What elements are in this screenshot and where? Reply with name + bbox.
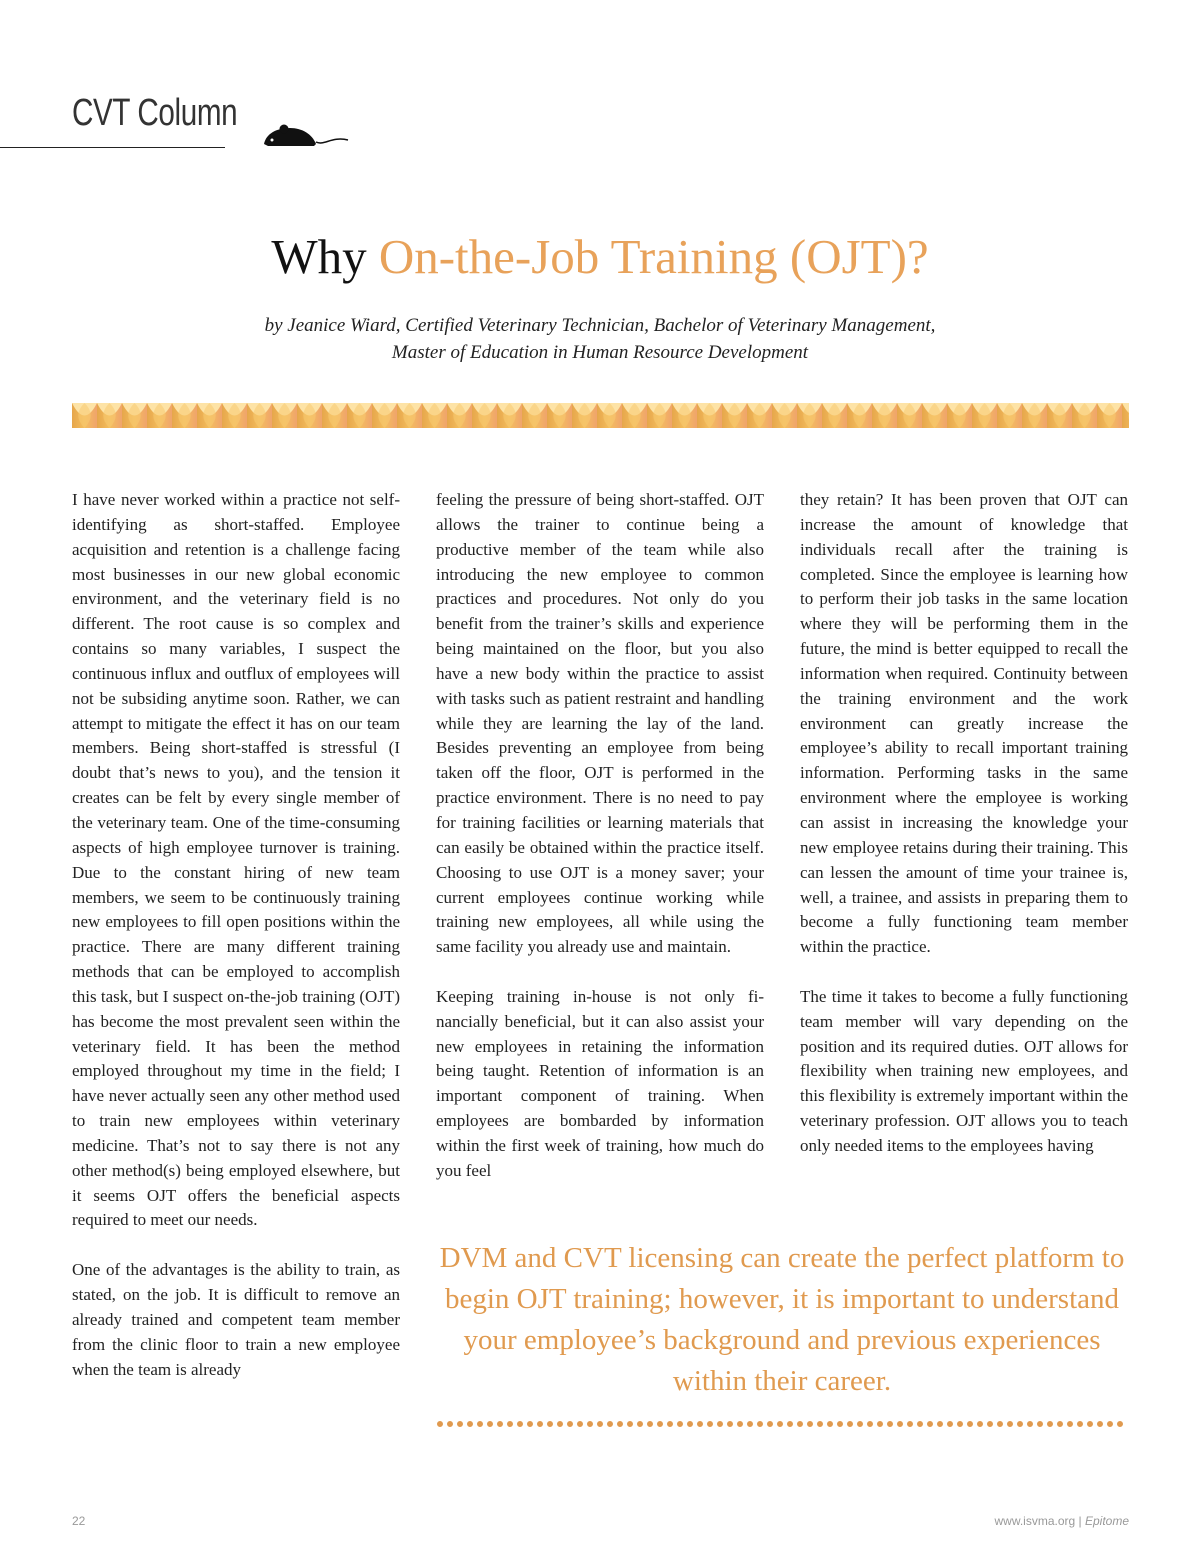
- mouse-icon: [262, 124, 352, 150]
- byline: [0, 312, 1200, 366]
- article-column-3: [800, 488, 1128, 1184]
- paragraph: The time it takes to become a fully functioning team member will vary depending on the position and its required duties. OJT allows for flexibility when training new employees, and this flexibility is extremely important within the veterinary profession. OJT allows you to teach only needed items to the employees having: [800, 986, 1128, 1155]
- page-number: 22: [72, 1514, 86, 1528]
- article-title: [0, 228, 1200, 285]
- site-url: www.isvma.org: [994, 1514, 1076, 1528]
- dotted-divider: [436, 1420, 1130, 1428]
- byline-line-2: Master of Education in Human Resource Development: [391, 342, 809, 363]
- title-accent: On-the-Job Training (OJT)?: [378, 229, 929, 284]
- magazine-name: Epitome: [1084, 1514, 1129, 1528]
- byline-line-1: by Jeanice Wiard, Certified Veterinary Technician, Bachelor of Veterinary Management,: [264, 315, 936, 336]
- section-divider: [0, 147, 225, 148]
- article-column-2: [436, 488, 764, 1208]
- footer-separator: |: [1075, 1514, 1085, 1528]
- paragraph: they retain? It has been proven that OJT can increase the amount of knowledge that individuals recall after the training is completed. Since the employee is learning how to perform their job tasks in the same location where they will be performing them in the future, the mind is better equipped to recall the information when required. Continuity between the training environment and the work environment can greatly increase the employee’s ability to recall important training information. Performing tasks in the same environment where the employee is working can assist in increasing the knowledge your new employee retains during their training. This can lessen the amount of time your trainee is, well, a trainee, and assists in preparing them to become a fully functioning team member within the practice.: [800, 490, 1128, 957]
- decorative-banner: [72, 403, 1129, 428]
- paragraph: One of the advantages is the ability to train, as stated, on the job. It is difficult to remove an already trained and competent team member from the clinic floor to train a new employee when the team is already: [72, 1260, 400, 1379]
- article-column-1: [72, 488, 400, 1407]
- paragraph: feeling the pressure of being short-staffed. OJT allows the trainer to continue being a productive member of the team while also introducing the new employee to common practices and procedures. Not only do you benefit from the trainer’s skills and experience being maintained on the floor, but you also have a new body within the practice to assist with tasks such as patient restraint and handling while they are learning the lay of the land. Besides preventing an employee from being taken off the floor, OJT is performed in the practice environment. There is no need to pay for training facilities or learning materials that can easily be obtained within the practice itself. Choosing to use OJT is a money saver; your current employees continue working while training new employees, all while using the same facility you already use and maintain.: [436, 490, 764, 957]
- pull-quote: DVM and CVT licensing can create the perfect platform to begin OJT training; however, it is important to understand your employee’s background and previous experiences within their career.: [439, 1242, 1125, 1397]
- title-lead: Why: [271, 229, 379, 284]
- section-label: CVT Column: [72, 92, 238, 134]
- paragraph: I have never worked within a practice not self-identifying as short-staffed. Employee acquisition and retention is a challenge facing most businesses in our new global economic environment, and the veterinary field is no different. The root cause is so complex and contains so many variables, I suspect the continuous influx and outflux of employees will not be subsiding anytime soon. Rather, we can attempt to mitigate the effect it has on our team members. Being short-staffed is stressful (I doubt that’s news to you), and the tension it creates can be felt by every single member of the veterinary team. One of the time-consuming aspects of high employee turnover is training. Due to the constant hiring of new team members, we seem to be continuously training new employees to fill open positions within the practice. There are many different training methods that can be employed to accomplish this task, but I suspect on-the-job training (OJT) has become the most prevalent seen within the veterinary field. It has been the method employed throughout my time in the field; I have never actually seen any other method used to train new employees within veterinary medicine. That’s not to say there is not any other method(s) being employed elsewhere, but it seems OJT offers the beneficial aspects required to meet our needs.: [72, 490, 400, 1230]
- footer-site: [994, 1514, 1129, 1528]
- paragraph: Keeping training in-house is not only financially beneficial, but it can also assist your new employees in retaining the information being taught. Retention of information is an important component of training. When employees are bombarded by information within the first week of training, how much do you feel: [436, 986, 764, 1180]
